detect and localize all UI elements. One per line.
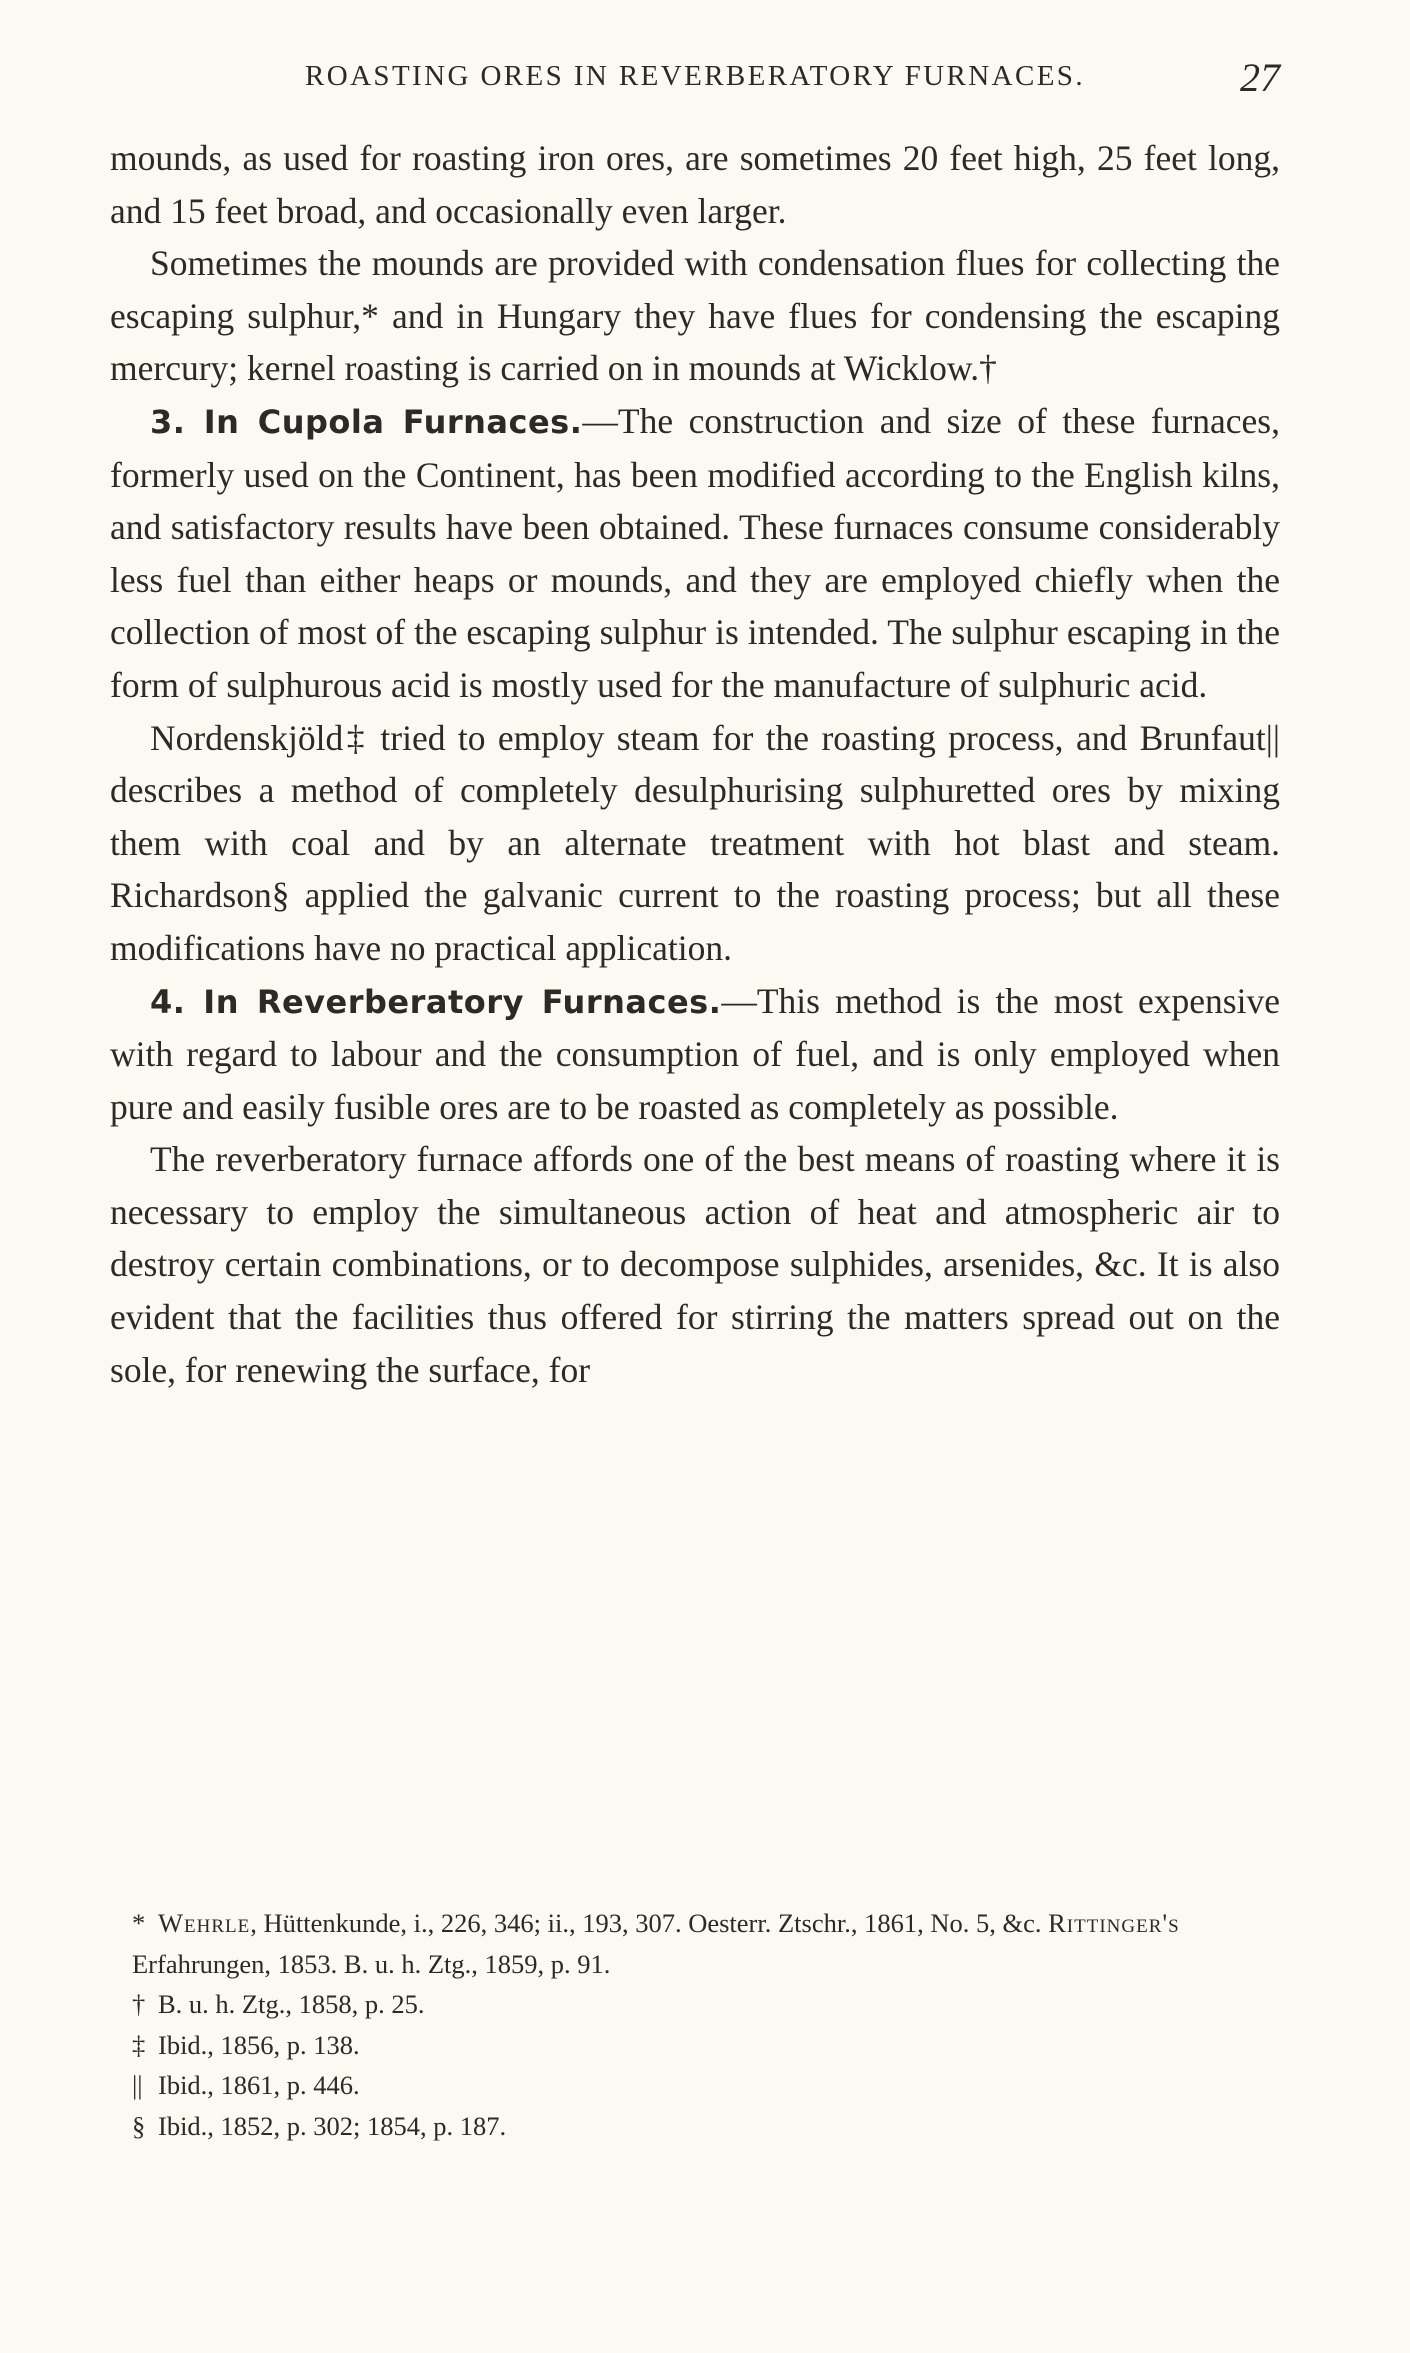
paragraph-reverberatory-affords: The reverberatory furnace affords one of the best means of roasting where it is necessary to employ the simultaneous action of heat and atmospheric air to destroy certain combinations, or to decompose sulphides, arsenides, &c. It is also evident that the facilities thus offered for stirring the matters spread out on the sole, for renewing the surface, for bbox=[110, 1139, 1280, 1390]
footnote-dagger bbox=[110, 1984, 1280, 2025]
footnote-text: Ibid., 1861, p. 446. bbox=[158, 2070, 360, 2100]
footnote-text: B. u. h. Ztg., 1858, p. 25. bbox=[158, 1989, 425, 2019]
page-number: 27 bbox=[1240, 55, 1280, 100]
page-header bbox=[110, 52, 1280, 102]
paragraph-nordenskjold: Nordenskjöld‡ tried to employ steam for the roasting process, and Brunfaut|| describes a method of completely desulphurising sulphuretted ores by mixing them with coal and by an alternate treatment with hot blast and steam. Richardson§ applied the galvanic current to the roasting process; but all these modifications have no practical application. bbox=[110, 717, 1280, 968]
section-heading-reverberatory: 4. In Reverberatory Furnaces. bbox=[150, 982, 722, 1021]
footnote-author: Rittinger's bbox=[1048, 1908, 1180, 1938]
paragraph-reverberatory-body: —This method is the most expensive with regard to labour and the consumption of fuel, and is only employed when pure and easily fusible ores are to be roasted as completely as possible. bbox=[110, 980, 1280, 1127]
paragraph-condensation-flues: Sometimes the mounds are provided with condensation flues for collecting the escaping sulphur,* and in Hungary they have flues for condensing the escaping mercury; kernel roasting is carried on in mounds at Wicklow.† bbox=[110, 243, 1280, 389]
footnote-author: Wehrle bbox=[158, 1908, 251, 1938]
section-heading-cupola: 3. In Cupola Furnaces. bbox=[150, 402, 583, 441]
paragraph-reverberatory-furnaces bbox=[110, 975, 1280, 1134]
paragraph-cupola-furnaces bbox=[110, 395, 1280, 712]
footnote-asterisk bbox=[110, 1903, 1280, 1984]
footnote-double-dagger bbox=[110, 2025, 1280, 2066]
body-text bbox=[110, 132, 1280, 1396]
footnote-text: , Hüttenkunde, i., 226, 346; ii., 193, 307. Oesterr. Ztschr., 1861, No. 5, &c. bbox=[250, 1908, 1049, 1938]
footnote-mark: † bbox=[132, 1989, 146, 2019]
paragraph-mounds-continued: mounds, as used for roasting iron ores, are sometimes 20 feet high, 25 feet long, and 15 feet broad, and occasionally even larger. bbox=[110, 138, 1280, 231]
footnote-parallel bbox=[110, 2065, 1280, 2106]
footnote-mark: § bbox=[132, 2110, 146, 2141]
footnote-text: Ibid., 1852, p. 302; 1854, p. 187. bbox=[158, 2110, 507, 2141]
paragraph-cupola-body: —The construction and size of these furnaces, formerly used on the Continent, has been modified according to the English kilns, and satisfactory results have been obtained. These furnaces consume considerably less fuel than either heaps or mounds, and they are employed chiefly when the collection of most of the escaping sulphur is intended. The sulphur escaping in the form of sulphurous acid is mostly used for the manufacture of sulphuric acid. bbox=[110, 400, 1281, 705]
footnote-text: Erfahrungen, 1853. B. u. h. Ztg., 1859, p. 91. bbox=[132, 1948, 611, 1979]
footnote-section bbox=[110, 2106, 1280, 2147]
footnote-mark: ‡ bbox=[132, 2029, 146, 2060]
footnotes bbox=[110, 1903, 1280, 2146]
running-title: ROASTING ORES IN REVERBERATORY FURNACES. bbox=[304, 60, 1085, 92]
footnote-mark: || bbox=[132, 2070, 143, 2100]
footnote-text: Ibid., 1856, p. 138. bbox=[158, 2029, 360, 2060]
footnote-mark: * bbox=[132, 1908, 146, 1938]
